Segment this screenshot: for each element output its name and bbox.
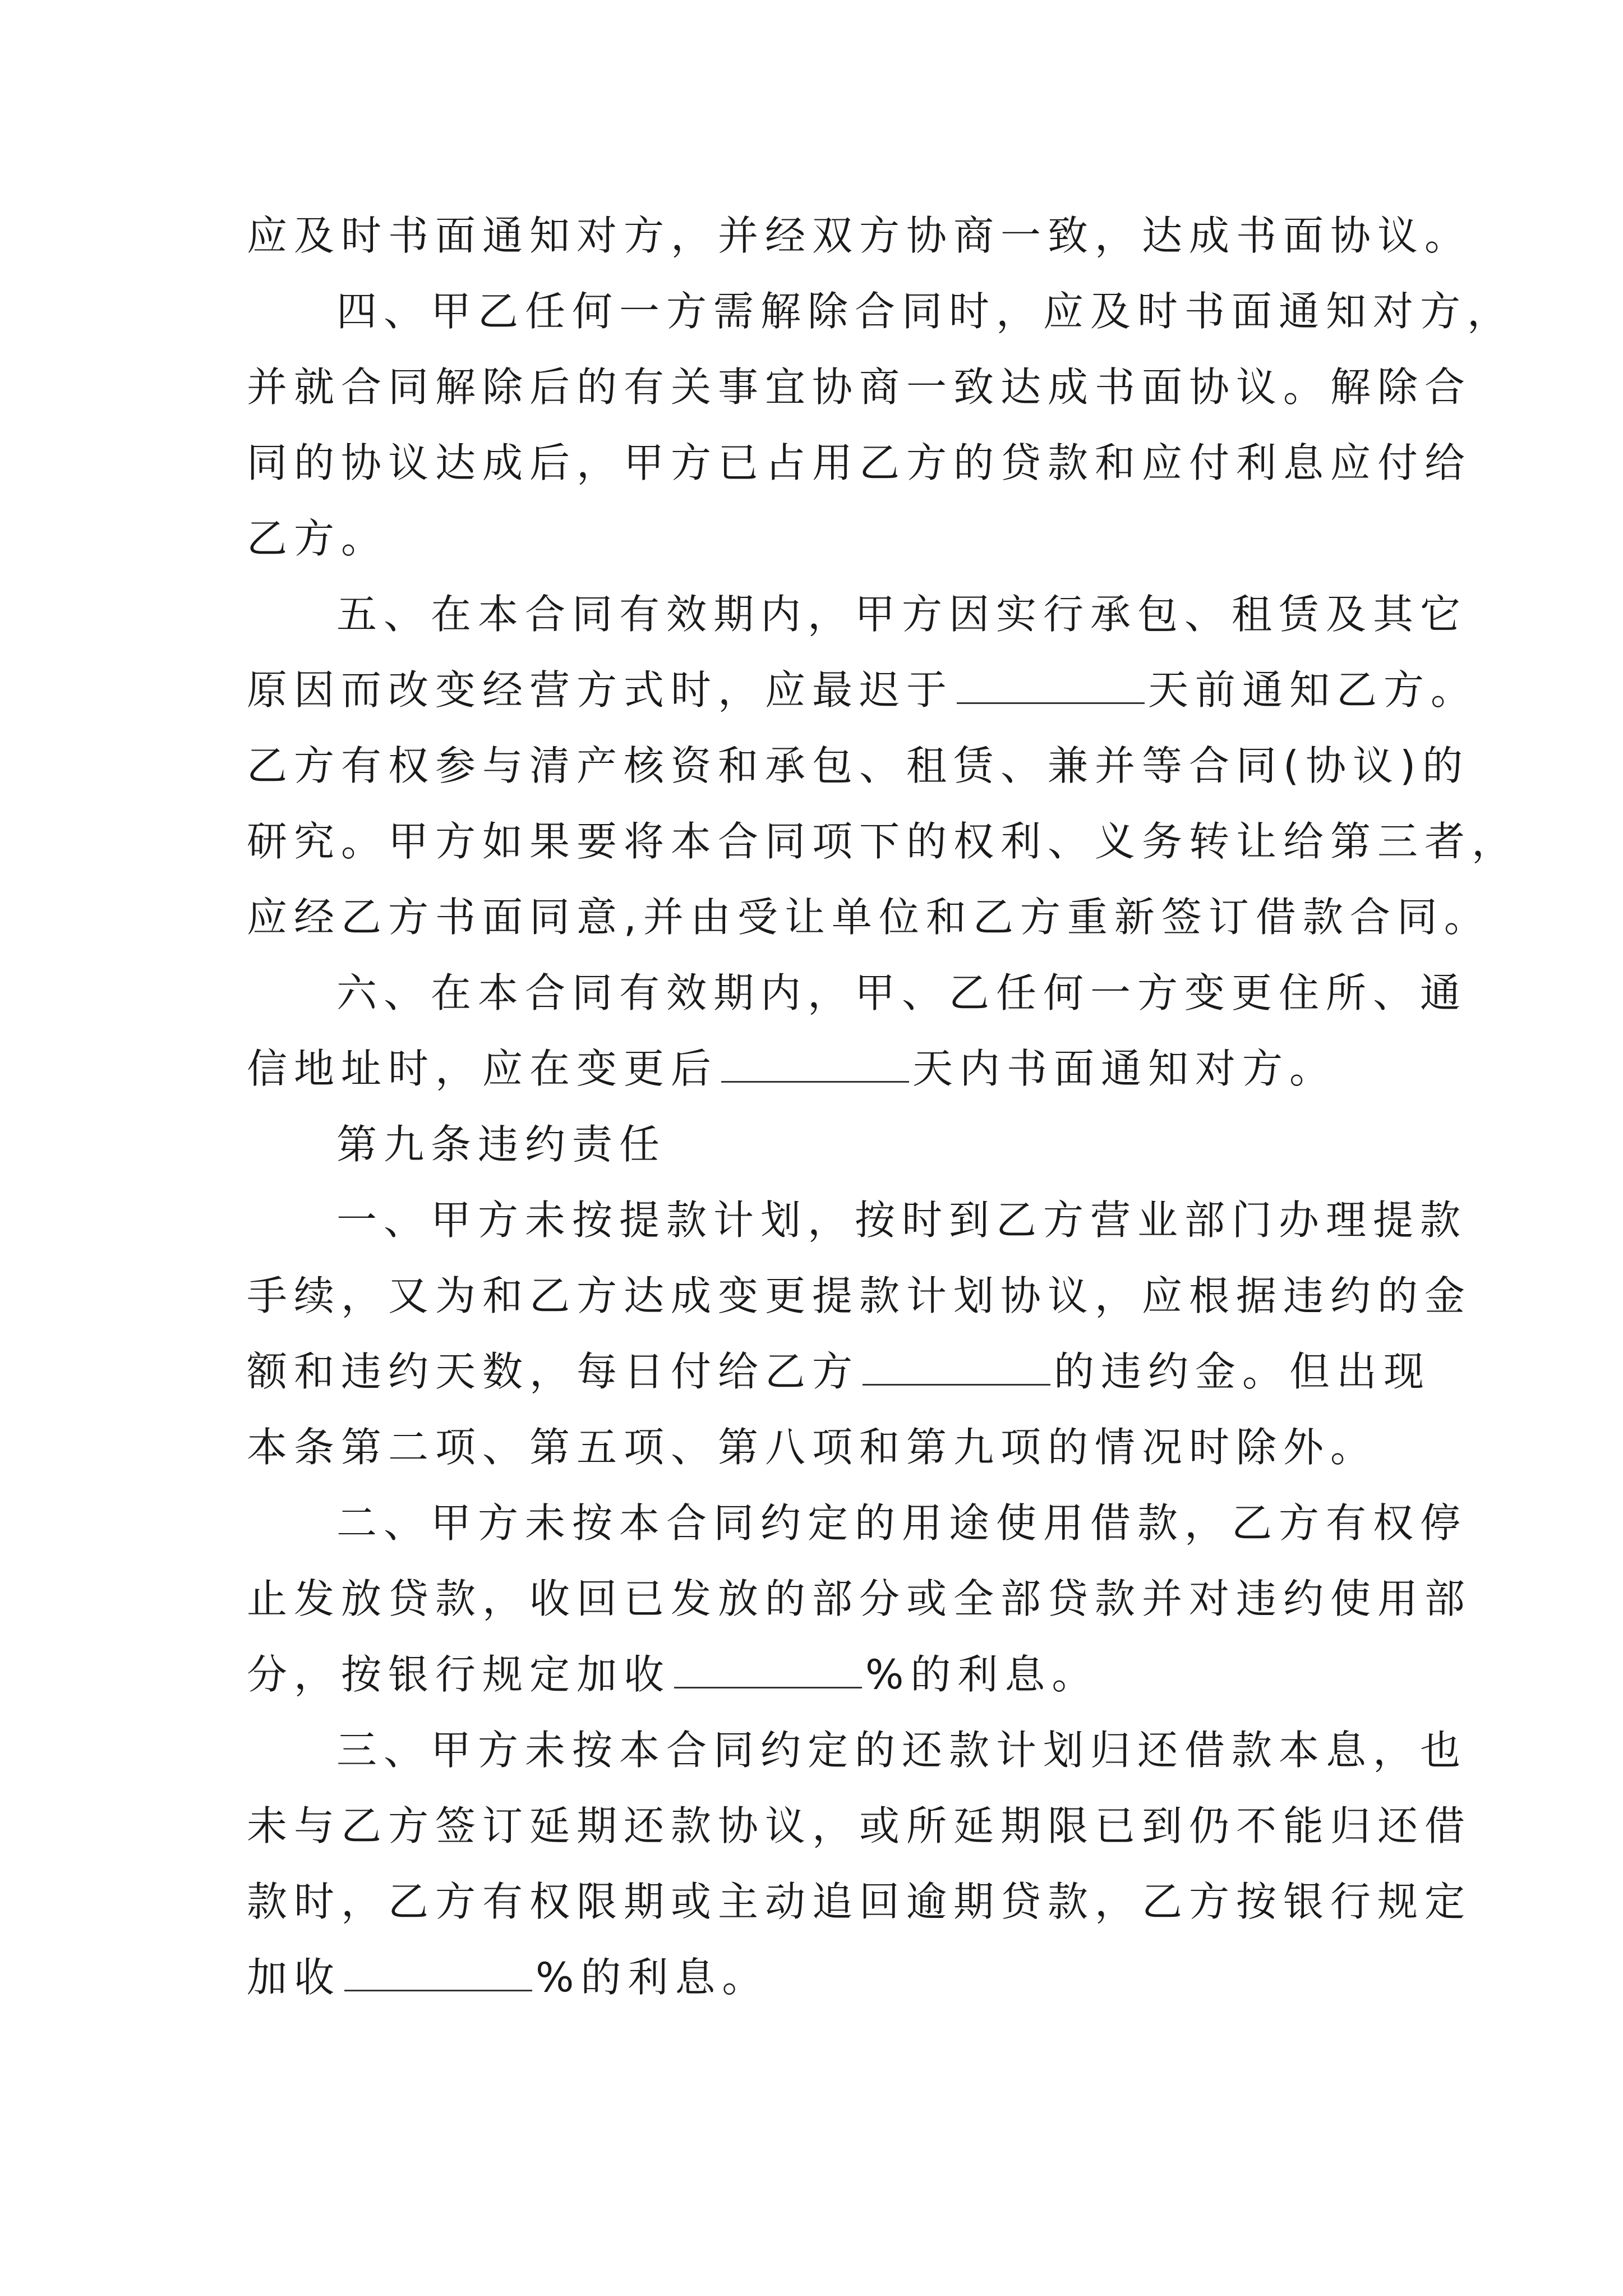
text-span: 的违约金。但出现	[1054, 1348, 1431, 1395]
fill-in-blank	[863, 1350, 1050, 1386]
text-span: 应经乙方书面同意,并由受让单位和乙方重新签订借款合同。	[247, 894, 1491, 941]
text-span: 四、甲乙任何一方需解除合同时，应及时书面通知对方，	[336, 288, 1515, 335]
text-line	[247, 1646, 1099, 1703]
text-span: 原因而改变经营方式时，应最迟于	[247, 666, 954, 714]
text-line	[247, 1949, 769, 2005]
text-line	[247, 510, 388, 567]
text-line	[247, 738, 1469, 794]
text-span: 第九条违约责任	[336, 1121, 667, 1168]
text-line	[247, 1268, 1472, 1324]
fill-in-blank	[721, 1047, 909, 1083]
text-span: 二、甲方未按本合同约定的用途使用借款，乙方有权停	[336, 1499, 1468, 1547]
text-span: 并就合同解除后的有关事宜协商一致达成书面协议。解除合	[247, 364, 1472, 411]
fill-in-blank	[344, 1956, 532, 1991]
text-span: 分，按银行规定加收	[247, 1651, 671, 1698]
text-span: 未与乙方签订延期还款协议，或所延期限已到仍不能归还借	[247, 1802, 1472, 1849]
text-span: 手续，又为和乙方达成变更提款计划协议，应根据违约的金	[247, 1272, 1472, 1319]
text-span: 天前通知乙方。	[1148, 666, 1478, 714]
text-line	[247, 1041, 1336, 1097]
text-span: 同的协议达成后，甲方已占用乙方的贷款和应付利息应付给	[247, 439, 1472, 486]
text-span: 加收	[247, 1954, 342, 2001]
text-line	[247, 1571, 1472, 1627]
text-span: %的利息。	[865, 1651, 1099, 1698]
fill-in-blank	[957, 669, 1145, 704]
paragraph-start	[336, 586, 1467, 642]
text-line	[247, 1798, 1472, 1854]
paragraph-start	[336, 965, 1467, 1021]
text-span: 天内书面通知对方。	[912, 1045, 1337, 1092]
text-line	[247, 359, 1472, 415]
text-span: 研究。甲方如果要将本合同项下的权利、义务转让给第三者，	[247, 818, 1519, 865]
text-line	[247, 208, 1472, 264]
text-span: 款时，乙方有权限期或主动追回逾期贷款，乙方按银行规定	[247, 1878, 1472, 1925]
text-line	[247, 889, 1491, 945]
text-span: 止发放贷款，收回已发放的部分或全部贷款并对违约使用部	[247, 1575, 1472, 1622]
text-span: 乙方。	[247, 515, 389, 562]
text-span: 本条第二项、第五项、第八项和第九项的情况时除外。	[247, 1424, 1378, 1471]
text-span: 三、甲方未按本合同约定的还款计划归还借款本息，也	[336, 1727, 1468, 1774]
text-line	[247, 813, 1519, 869]
text-span: 一、甲方未按提款计划，按时到乙方营业部门办理提款	[336, 1197, 1468, 1244]
text-span: 六、在本合同有效期内，甲、乙任何一方变更住所、通	[336, 969, 1468, 1016]
paragraph-start	[336, 1495, 1467, 1551]
paragraph-start	[336, 1192, 1467, 1248]
text-line	[247, 1343, 1431, 1400]
text-span: 信地址时，应在变更后	[247, 1045, 718, 1092]
text-span: 五、在本合同有效期内，甲方因实行承包、租赁及其它	[336, 591, 1468, 638]
text-line	[247, 662, 1478, 718]
paragraph-start	[336, 283, 1514, 339]
text-span: 应及时书面通知对方，并经双方协商一致，达成书面协议。	[247, 212, 1472, 259]
paragraph-start	[336, 1722, 1467, 1778]
text-span: 额和违约天数，每日付给乙方	[247, 1348, 860, 1395]
text-span: 乙方有权参与清产核资和承包、租赁、兼并等合同(协议)的	[247, 742, 1470, 789]
text-line	[247, 435, 1472, 491]
text-line	[247, 1419, 1377, 1475]
text-span: %的利息。	[536, 1954, 769, 2001]
fill-in-blank	[674, 1653, 862, 1688]
section-heading	[336, 1116, 666, 1172]
text-line	[247, 1874, 1472, 1930]
